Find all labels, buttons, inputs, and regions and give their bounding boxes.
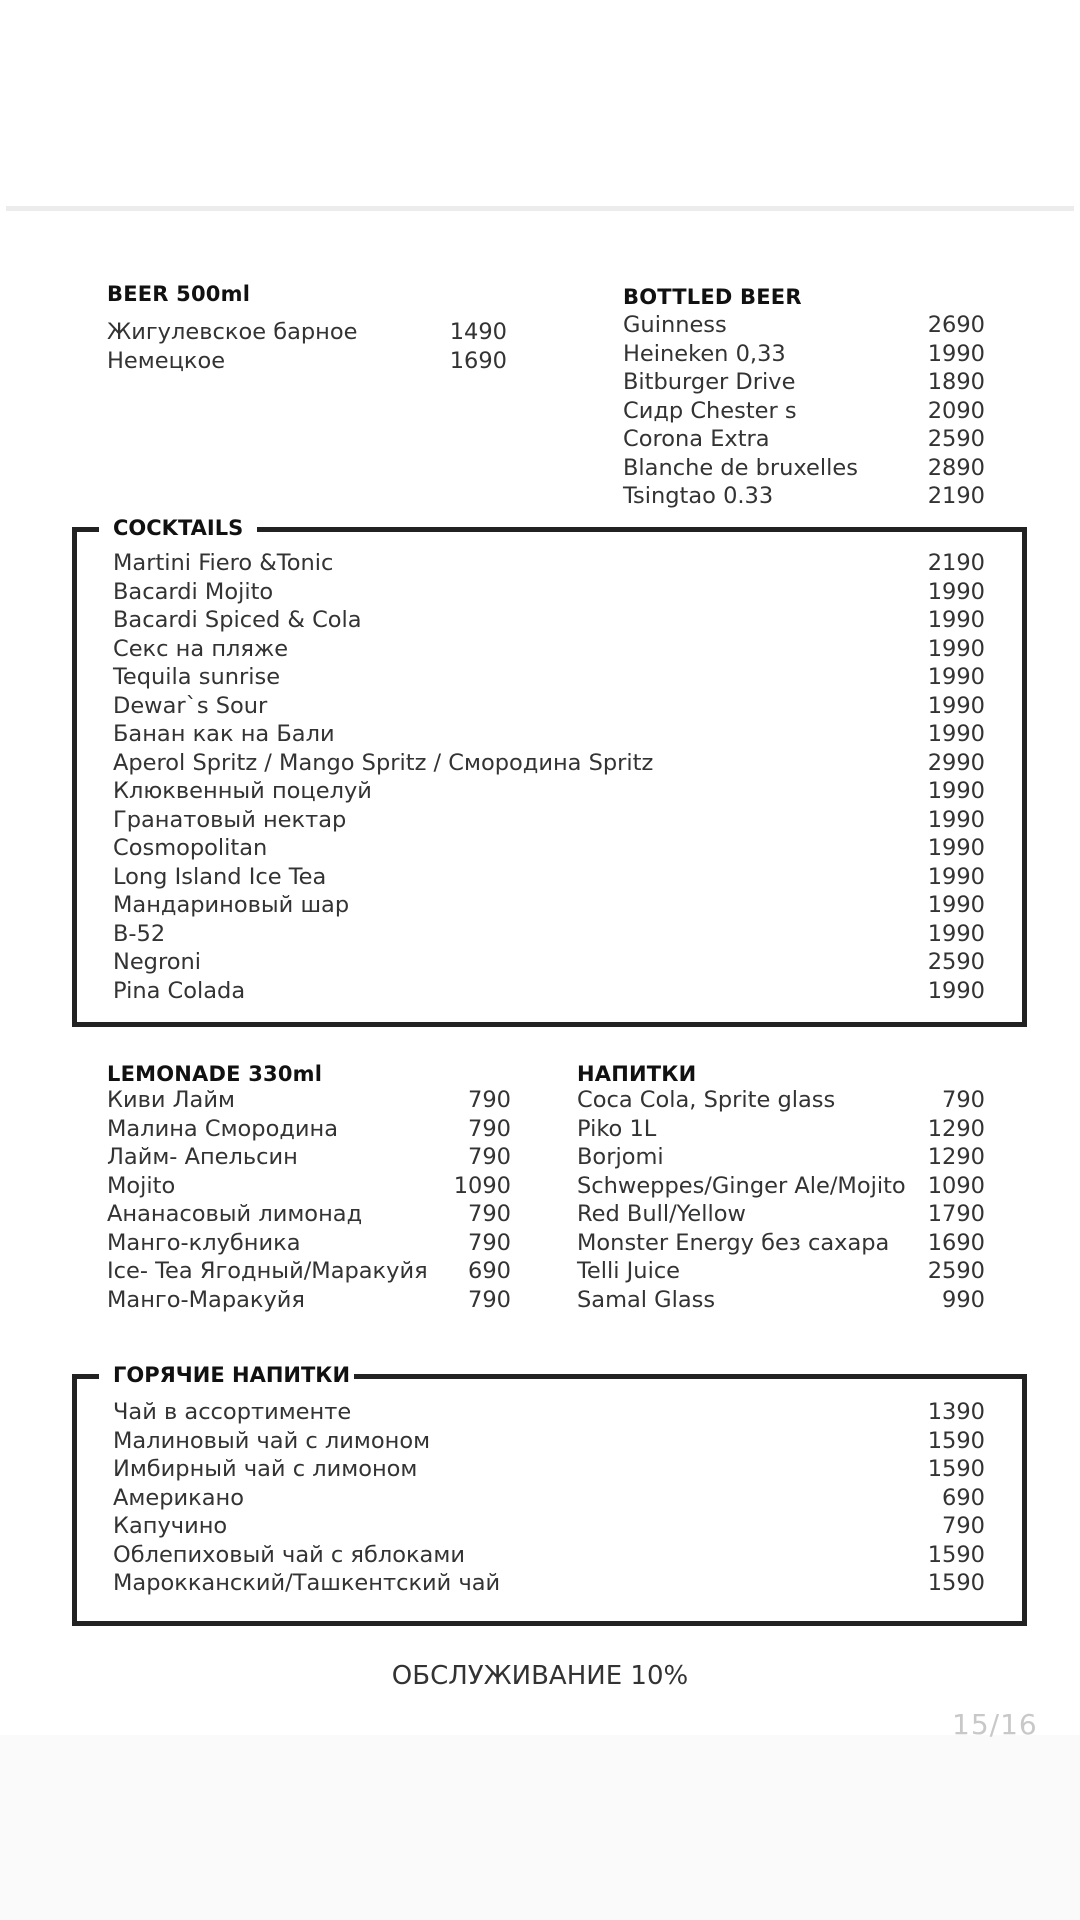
item-name: Сидр Chester s	[623, 397, 797, 424]
drinks-list	[577, 1086, 985, 1314]
cocktails-title: COCKTAILS	[99, 516, 257, 540]
item-price: 2190	[927, 550, 985, 576]
cocktails-list	[113, 549, 985, 1005]
item-price: 1990	[927, 340, 985, 367]
item-name: Borjomi	[577, 1144, 664, 1170]
item-name: Клюквенный поцелуй	[113, 778, 372, 804]
item-name: Облепиховый чай с яблоками	[113, 1541, 465, 1568]
menu-item	[623, 340, 985, 369]
item-name: Bacardi Mojito	[113, 578, 274, 605]
item-name: Blanche de bruxelles	[623, 454, 858, 481]
menu-item	[113, 806, 985, 835]
item-name: Long Island Ice Tea	[113, 863, 327, 890]
drinks-title: НАПИТКИ	[577, 1062, 697, 1086]
item-name: Telli Juice	[577, 1258, 681, 1284]
item-name: Ананасовый лимонад	[107, 1201, 363, 1227]
item-price: 1990	[927, 835, 985, 861]
menu-item	[113, 1569, 985, 1598]
item-name: Имбирный чай с лимоном	[113, 1456, 418, 1482]
item-name: Negroni	[113, 949, 201, 975]
hot-drinks-section	[113, 1398, 985, 1598]
item-price: 1990	[927, 806, 985, 833]
item-name: Red Bull/Yellow	[577, 1201, 746, 1227]
menu-item	[113, 1455, 985, 1484]
menu-item	[113, 1541, 985, 1570]
item-name: Corona Extra	[623, 426, 770, 452]
menu-item	[623, 311, 985, 340]
item-price: 2690	[927, 312, 985, 338]
item-name: Mojito	[107, 1172, 176, 1199]
service-charge-note: ОБСЛУЖИВАНИЕ 10%	[391, 1661, 689, 1691]
item-price: 1390	[927, 1399, 985, 1425]
bottled-beer-list	[623, 311, 985, 511]
menu-item	[623, 454, 985, 483]
item-name: Martini Fiero &Tonic	[113, 550, 334, 576]
menu-item	[113, 1512, 985, 1541]
beer-section	[107, 282, 507, 375]
menu-item	[107, 1257, 511, 1286]
item-price: 1990	[927, 977, 985, 1004]
item-price: 2590	[927, 949, 985, 975]
bottled-beer-section	[623, 285, 985, 511]
item-price: 2590	[927, 1258, 985, 1284]
item-price: 1990	[927, 778, 985, 804]
item-price: 1990	[927, 635, 985, 662]
menu-item	[107, 347, 507, 376]
item-name: Манго-клубника	[107, 1229, 301, 1256]
hot-drinks-title: ГОРЯЧИЕ НАПИТКИ	[99, 1363, 354, 1387]
menu-item	[113, 891, 985, 920]
item-name: B-52	[113, 920, 166, 947]
item-price: 690	[468, 1258, 511, 1284]
item-price: 1990	[927, 920, 985, 947]
item-price: 1990	[927, 721, 985, 747]
item-name: Piko 1L	[577, 1115, 657, 1142]
item-price: 1590	[927, 1456, 985, 1482]
item-price: 2890	[927, 454, 985, 481]
menu-item	[577, 1172, 985, 1201]
item-name: Секс на пляже	[113, 635, 289, 662]
item-price: 1890	[927, 369, 985, 395]
menu-item	[577, 1286, 985, 1315]
item-price: 2190	[927, 483, 985, 509]
menu-item	[113, 663, 985, 692]
item-price: 1090	[927, 1172, 985, 1199]
item-name: Heineken 0,33	[623, 340, 786, 367]
item-price: 990	[942, 1286, 985, 1313]
menu-item	[107, 1200, 511, 1229]
item-price: 790	[468, 1087, 511, 1113]
item-name: Жигулевское барное	[107, 319, 358, 345]
page-divider	[6, 206, 1074, 211]
menu-item	[107, 1229, 511, 1258]
beer-title: BEER 500ml	[107, 282, 251, 306]
item-price: 1990	[927, 892, 985, 918]
menu-item	[113, 1427, 985, 1456]
item-name: Coca Cola, Sprite glass	[577, 1087, 836, 1113]
menu-item	[577, 1086, 985, 1115]
item-name: Bacardi Spiced & Cola	[113, 607, 362, 633]
item-name: Банан как на Бали	[113, 721, 335, 747]
item-name: Aperol Spritz / Mango Spritz / Смородина Spritz	[113, 749, 654, 776]
item-name: Bitburger Drive	[623, 369, 796, 395]
menu-item	[623, 368, 985, 397]
menu-item	[577, 1229, 985, 1258]
lemonade-list	[107, 1086, 511, 1314]
menu-item	[113, 948, 985, 977]
item-price: 790	[468, 1115, 511, 1142]
menu-item	[577, 1115, 985, 1144]
item-price: 790	[468, 1229, 511, 1256]
item-name: Мандариновый шар	[113, 892, 350, 918]
page-number: 15/16	[952, 1708, 1038, 1741]
menu-item	[113, 920, 985, 949]
item-price: 1090	[453, 1172, 511, 1199]
menu-item	[623, 397, 985, 426]
item-price: 690	[942, 1484, 985, 1511]
menu-item	[113, 1484, 985, 1513]
item-price: 1990	[927, 578, 985, 605]
item-name: Капучино	[113, 1513, 228, 1539]
item-price: 1790	[927, 1201, 985, 1227]
menu-item	[113, 749, 985, 778]
lemonade-title: LEMONADE 330ml	[107, 1062, 323, 1086]
item-name: Samal Glass	[577, 1286, 716, 1313]
item-price: 1290	[927, 1115, 985, 1142]
drinks-section	[577, 1062, 985, 1314]
item-price: 790	[468, 1144, 511, 1170]
cocktails-section	[113, 549, 985, 1005]
item-name: Schweppes/Ginger Ale/Mojito	[577, 1172, 906, 1199]
item-name: Чай в ассортименте	[113, 1399, 352, 1425]
item-name: Guinness	[623, 312, 727, 338]
menu-item	[113, 635, 985, 664]
item-price: 790	[942, 1513, 985, 1539]
item-price: 1490	[449, 319, 507, 345]
item-name: Американо	[113, 1484, 244, 1511]
menu-item	[107, 318, 507, 347]
item-name: Cosmopolitan	[113, 835, 268, 861]
menu-item	[113, 578, 985, 607]
item-price: 790	[468, 1286, 511, 1313]
menu-item	[113, 606, 985, 635]
item-name: Pina Colada	[113, 977, 246, 1004]
hot-drinks-list	[113, 1398, 985, 1598]
menu-item	[113, 549, 985, 578]
item-name: Немецкое	[107, 347, 226, 374]
bottled-beer-title: BOTTLED BEER	[623, 285, 802, 309]
item-name: Лайм- Апельсин	[107, 1144, 298, 1170]
menu-item	[113, 1398, 985, 1427]
menu-item	[577, 1257, 985, 1286]
item-price: 1590	[927, 1427, 985, 1454]
item-price: 1590	[927, 1570, 985, 1596]
item-price: 2090	[927, 397, 985, 424]
item-price: 1690	[449, 347, 507, 374]
item-name: Monster Energy без сахара	[577, 1229, 890, 1256]
item-name: Tequila sunrise	[113, 664, 281, 690]
item-price: 790	[942, 1087, 985, 1113]
menu-item	[623, 425, 985, 454]
item-price: 1990	[927, 664, 985, 690]
item-name: Марокканский/Ташкентский чай	[113, 1570, 501, 1596]
menu-item	[107, 1172, 511, 1201]
item-price: 2590	[927, 426, 985, 452]
menu-item	[577, 1200, 985, 1229]
item-name: Киви Лайм	[107, 1087, 235, 1113]
menu-item	[107, 1086, 511, 1115]
item-price: 1990	[927, 863, 985, 890]
menu-item	[107, 1286, 511, 1315]
item-price: 1990	[927, 607, 985, 633]
item-name: Малина Смородина	[107, 1115, 339, 1142]
menu-item	[113, 977, 985, 1006]
menu-item	[113, 720, 985, 749]
menu-item	[107, 1143, 511, 1172]
item-price: 1590	[927, 1541, 985, 1568]
beer-list	[107, 318, 507, 375]
item-price: 2990	[927, 749, 985, 776]
menu-item	[113, 863, 985, 892]
item-price: 1690	[927, 1229, 985, 1256]
item-name: Tsingtao 0.33	[623, 483, 774, 509]
item-price: 1290	[927, 1144, 985, 1170]
menu-item	[577, 1143, 985, 1172]
item-price: 1990	[927, 692, 985, 719]
menu-item	[113, 834, 985, 863]
item-price: 790	[468, 1201, 511, 1227]
menu-item	[107, 1115, 511, 1144]
top-blank-area	[0, 0, 1080, 210]
menu-item	[623, 482, 985, 511]
item-name: Манго-Маракуйя	[107, 1286, 305, 1313]
lemonade-section	[107, 1062, 511, 1314]
menu-item	[113, 692, 985, 721]
item-name: Малиновый чай с лимоном	[113, 1427, 431, 1454]
menu-item	[113, 777, 985, 806]
item-name: Ice- Tea Ягодный/Маракуйя	[107, 1258, 428, 1284]
item-name: Гранатовый нектар	[113, 806, 347, 833]
item-name: Dewar`s Sour	[113, 692, 268, 719]
bottom-blank-area	[0, 1735, 1080, 1920]
